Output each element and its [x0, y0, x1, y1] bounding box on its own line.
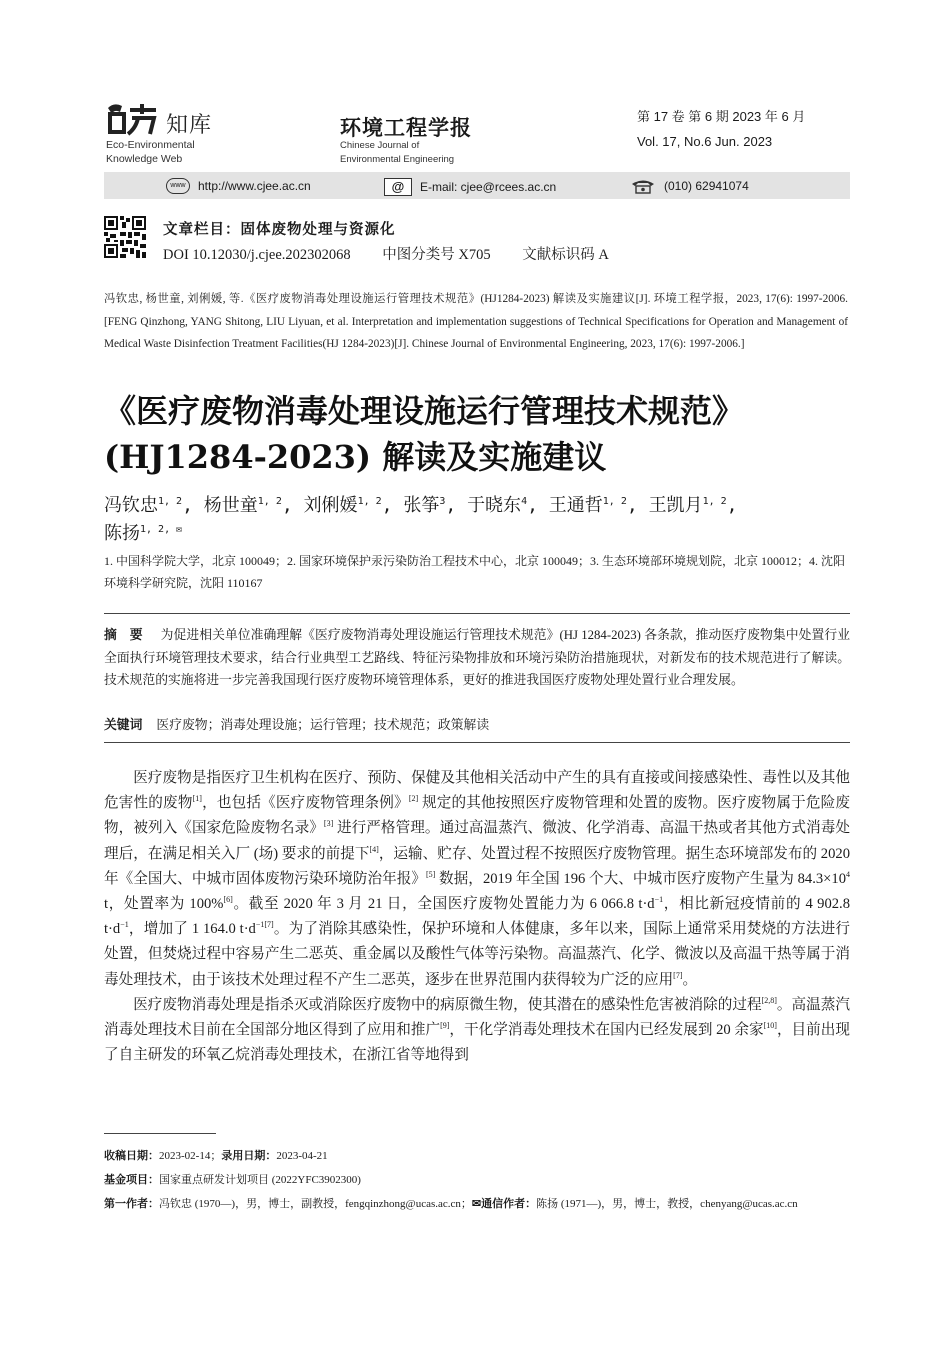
- citation-ref[interactable]: [3]: [323, 819, 334, 829]
- title-line-2: (HJ1284-2023) 解读及实施建议: [104, 438, 607, 476]
- phone-number: (010) 62941074: [664, 179, 749, 193]
- author: 杨世童$^{1, 2}$: [203, 495, 282, 516]
- citation-ref[interactable]: [9]: [440, 1021, 450, 1031]
- abstract-label: 摘 要: [104, 628, 143, 642]
- citation-ref[interactable]: [6]: [223, 895, 233, 905]
- website-contact[interactable]: [166, 178, 311, 194]
- keywords: [104, 714, 489, 733]
- abstract-bottom-rule: [104, 742, 850, 743]
- citation-ref[interactable]: −1[7]: [255, 920, 274, 930]
- website-link[interactable]: http://www.cjee.ac.cn: [198, 179, 311, 193]
- author: 王通哲$^{1, 2}$: [548, 495, 627, 516]
- logo-text: 知库: [166, 112, 213, 137]
- corresponding-author: 陈扬$^{1, 2, ✉}$: [104, 523, 183, 544]
- email-at-icon: @: [384, 178, 412, 196]
- author: 刘俐媛$^{1, 2}$: [303, 495, 382, 516]
- author: 张筝$^3$: [403, 495, 446, 516]
- fund-info: 基金项目：国家重点研发计划项目 (2022YFC3902300): [104, 1174, 361, 1186]
- telephone-icon: [630, 178, 656, 194]
- citation-ref[interactable]: [2,8]: [761, 995, 777, 1005]
- received-accepted: 收稿日期：2023-02-14；录用日期：2023-04-21: [104, 1150, 328, 1162]
- clc-number: 中图分类号 X705: [382, 247, 491, 263]
- mail-icon: ✉通信作者：: [471, 1198, 537, 1210]
- abstract-top-rule: [104, 613, 850, 614]
- doi-line: [163, 243, 637, 264]
- citation-ref[interactable]: [10]: [763, 1021, 777, 1031]
- citation-ref[interactable]: [4]: [369, 844, 379, 854]
- footnotes: [104, 1144, 850, 1216]
- affiliations: 1. 中国科学院大学，北京 100049；2. 国家环境保护汞污染防治工程技术中心，北京 100049；3. 生态环境部环境规划院，北京 100012；4. 沈阳环境科学研究院，沈阳 110167: [104, 554, 846, 590]
- citation-ref[interactable]: [1]: [192, 794, 202, 804]
- keywords-label: 关键词: [104, 718, 143, 732]
- author-list: 冯钦忠$^{1, 2}$, 杨世童$^{1, 2}$, 刘俐媛$^{1, 2}$, 张筝$^3$, 于晓东$^4$, 王通哲$^{1, 2}$, 王凯月$^{1, 2}$, 陈扬$^{1, 2, ✉}$: [104, 495, 738, 544]
- footnote-rule: [104, 1133, 216, 1134]
- email-link[interactable]: E-mail: cjee@rcees.ac.cn: [420, 180, 557, 194]
- phone-contact: [630, 178, 749, 194]
- citation: 冯钦忠, 杨世童, 刘俐媛, 等.《医疗废物消毒处理设施运行管理技术规范》(HJ1284-2023) 解读及实施建议[J]. 环境工程学报，2023, 17(6): 1997-2006. [FENG Qinzhong, YANG Shitong, LIU Liyuan, et al. Interpretation and implementation suggestions of Technical Specifications for Operation and Management of Medical Waste Disinfection Treatment Facilities(HJ 1284-2023)[J]. Chinese Journal of Environmental Engineering, 2023, 17(6): 1997-2006.]: [104, 293, 848, 350]
- eco-knowledge-logo-icon: [104, 100, 162, 136]
- abstract-text: 为促进相关单位准确理解《医疗废物消毒处理设施运行管理技术规范》(HJ 1284-2023) 各条款，推动医疗废物集中处置行业全面执行环境管理技术要求，结合行业典型工艺路线、特征污染物排放和环境污染防治措施现状，对新发布的技术规范进行了解读。技术规范的实施将进一步完善我国现行医疗废物环境管理体系，更好的推进我国医疗废物处理处置行业合理发展。: [104, 628, 851, 687]
- paragraph: 医疗废物是指医疗卫生机构在医疗、预防、保健及其他相关活动中产生的具有直接或间接感染性、毒性以及其他危害性的废物[1]，也包括《医疗废物管理条例》[2] 规定的其他按照医疗废物管理和处置的废物。医疗废物属于危险废物，被列入《国家危险废物名录》[3] 进行严格管理。通过高温蒸汽、微波、化学消毒、高温干热或者其他方式消毒处理后，在满足相关入厂 (场) 要求的前提下[4]，运输、贮存、处置过程不按照医疗废物管理。据生态环境部发布的 2020 年《全国大、中城市固体废物污染环境防治年报》[5] 数据，2019 年全国 196 个大、中城市医疗废物产生量为 $84.3\times 10^4$ t，处置率为 100%[6]。截至 2020 年 3 月 21 日，全国医疗废物处置能力为 6 066.8 $t\cdot d^{-1}$，相比新冠疫情前的 4 902.8 $t\cdot d^{-1}$，增加了 1 164.0 $t\cdot d^{-1[7]}$。为了消除其感染性，保护环境和人体健康，多年以来，国际上通常采用焚烧的方法进行处置，但焚烧过程中容易产生二恶英、重金属以及酸性气体等污染物。高温蒸汽、化学、微波以及高温干热等属于消毒处理技术，由于该技术处理过程不产生二恶英，逐步在世界范围内获得较为广泛的应用[7]。: [104, 770, 850, 988]
- citation-ref[interactable]: [7]: [673, 970, 683, 980]
- author: 冯钦忠$^{1, 2}$: [104, 495, 183, 516]
- title-line-1: 《医疗废物消毒处理设施运行管理技术规范》: [104, 392, 745, 430]
- email-contact[interactable]: [384, 178, 556, 196]
- keywords-text: 医疗废物；消毒处理设施；运行管理；技术规范；政策解读: [156, 718, 490, 732]
- abstract: [104, 624, 850, 692]
- citation-ref[interactable]: [2]: [408, 794, 419, 804]
- article-title: [104, 388, 864, 480]
- citation-ref[interactable]: [5]: [426, 869, 436, 879]
- article-column: 文章栏目：固体废物处理与资源化: [163, 221, 396, 238]
- issue-info-en: Vol. 17, No.6 Jun. 2023: [637, 134, 773, 149]
- document-code: 文献标识码 A: [522, 247, 609, 263]
- logo-subtitle: Eco-Environmental Knowledge Web: [106, 139, 195, 165]
- author: 王凯月$^{1, 2}$: [648, 495, 727, 516]
- globe-icon: www: [166, 178, 190, 194]
- paragraph: 医疗废物消毒处理是指杀灭或消除医疗废物中的病原微生物，使其潜在的感染性危害被消除的过程[2,8]。高温蒸汽消毒处理技术目前在全国部分地区得到了应用和推广[9]，干化学消毒处理技术在国内已经发展到 20 余家[10]，目前出现了自主研发的环氧乙烷消毒处理技术，在浙江省等地得到: [104, 995, 850, 1064]
- journal-title-en: Chinese Journal of Environmental Engineering: [340, 140, 455, 165]
- qr-code-icon[interactable]: [104, 216, 146, 258]
- author-info: 第一作者：冯钦忠 (1970—)，男，博士，副教授，fengqinzhong@ucas.ac.cn；✉通信作者：陈扬 (1971—)，男，博士，教授，chenyang@ucas.ac.cn: [104, 1198, 798, 1210]
- body-text: [104, 766, 850, 1068]
- doi[interactable]: DOI 10.12030/j.cjee.202302068: [163, 247, 351, 263]
- author: 于晓东$^4$: [467, 495, 528, 516]
- journal-title-cn: 环境工程学报: [340, 117, 472, 140]
- issue-info-cn: 第 17 卷 第 6 期 2023 年 6 月: [637, 109, 806, 124]
